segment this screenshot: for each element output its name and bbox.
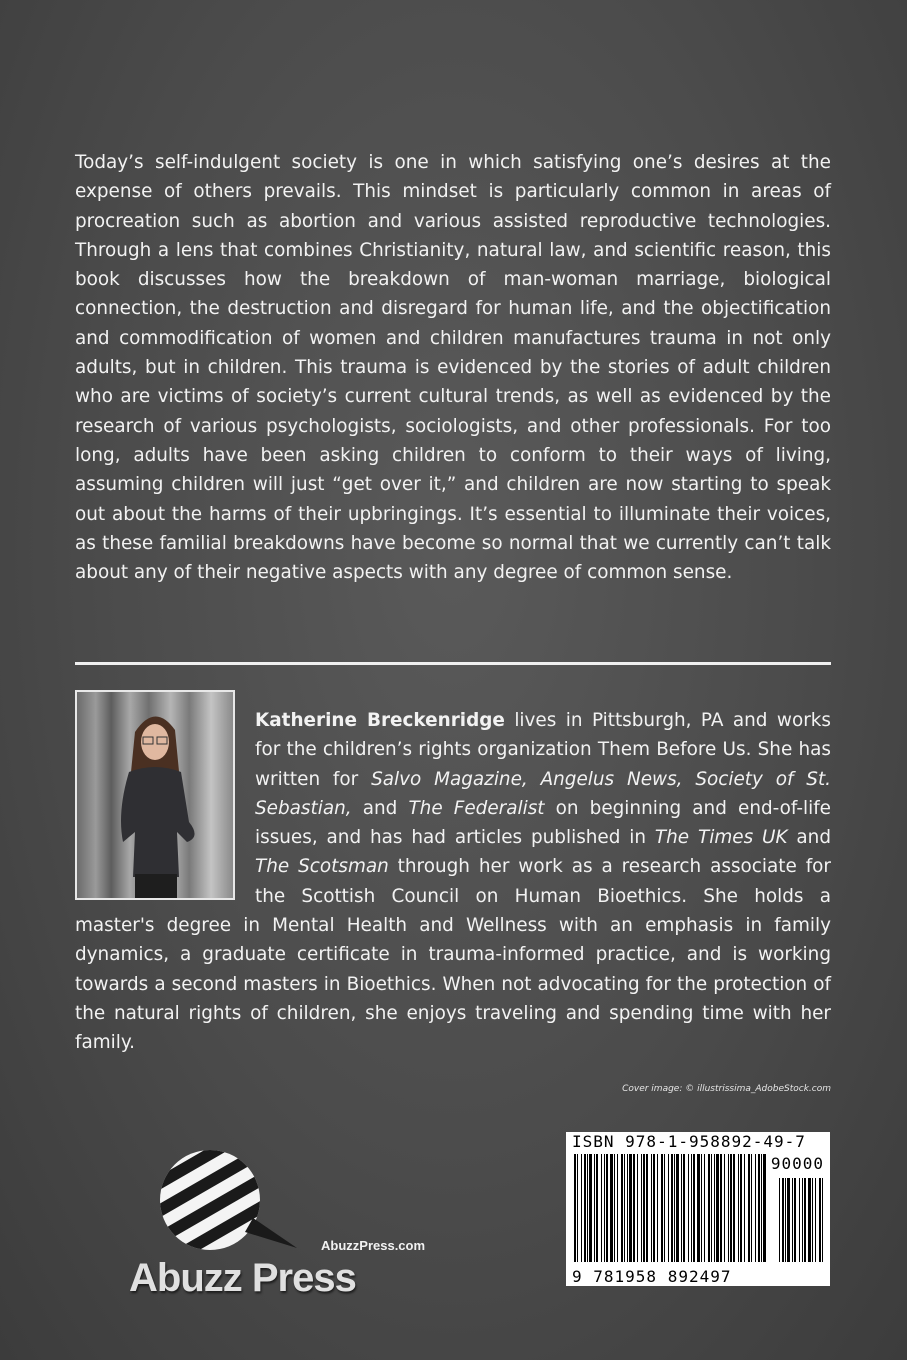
author-bio	[75, 706, 831, 1058]
price-code: 90000	[770, 1154, 824, 1173]
section-divider	[75, 662, 831, 665]
cover-image-credit: Cover image: © illustrissima_AdobeStock.com	[622, 1084, 831, 1094]
bio-text-4: and	[787, 827, 831, 849]
author-name: Katherine Breckenridge	[255, 710, 505, 731]
book-description: Today’s self-indulgent society is one in which satisfying one’s desires at the expense of others prevails. This mindset is particularly common in areas of procreation such as abortion and various assisted reproductive technologies. Through a lens that combines Christianity, natural law, and scientific reason, this book discusses how the breakdown of man-woman marriage, biological connection, the destruction and disregard for human life, and the objectification and commodification of women and children manufactures trauma in not only adults, but in children. This trauma is evidenced by the stories of adult children who are victims of society’s current cultural trends, as well as evidenced by the research of various psychologists, sociologists, and other professionals. For too long, adults have been asking children to conform to their ways of living, assuming children will just “get over it,” and children are now starting to speak out about the harms of their upbringings. It’s essential to illuminate their voices, as these familial breakdowns have become so normal that we currently can’t talk about any of their negative aspects with any degree of common sense.	[75, 152, 831, 584]
publisher-name: Abuzz Press	[129, 1256, 356, 1300]
isbn-number: 9 781958 892497	[572, 1267, 732, 1286]
bio-text-2: and	[351, 797, 409, 819]
author-photo	[75, 690, 235, 900]
bio-text-3: on beginning and end-of-life issues, and has had articles published in	[255, 797, 831, 849]
publication-federalist: The Federalist	[408, 797, 545, 819]
publication-scotsman: The Scotsman	[255, 856, 389, 878]
isbn-label: ISBN 978-1-958892-49-7	[572, 1132, 806, 1151]
isbn-barcode	[566, 1132, 830, 1286]
bio-text-1: lives in Pittsburgh, PA and works for the children’s rights organization Them Before Us. She has written for	[255, 710, 831, 790]
publication-times-uk: The Times UK	[654, 827, 788, 849]
bio-text-5: through her work as a research associate for the Scottish Council on Human Bioethics. She holds a master's degree in Mental Health and Wellness with an emphasis in family dynamics, a graduate certificate in trauma-informed practice, and is working towards a second masters in Bioethics. When not advocating for the protection of the natural rights of children, she enjoys traveling and spending time with her family.	[75, 856, 831, 1054]
publisher-logo	[125, 1140, 445, 1310]
publisher-website: AbuzzPress.com	[321, 1238, 426, 1253]
publication-list-1: Salvo Magazine, Angelus News, Society of St. Sebastian,	[255, 768, 832, 819]
barcode-bars	[566, 1132, 830, 1286]
speech-bubble-logo-icon	[125, 1140, 305, 1260]
